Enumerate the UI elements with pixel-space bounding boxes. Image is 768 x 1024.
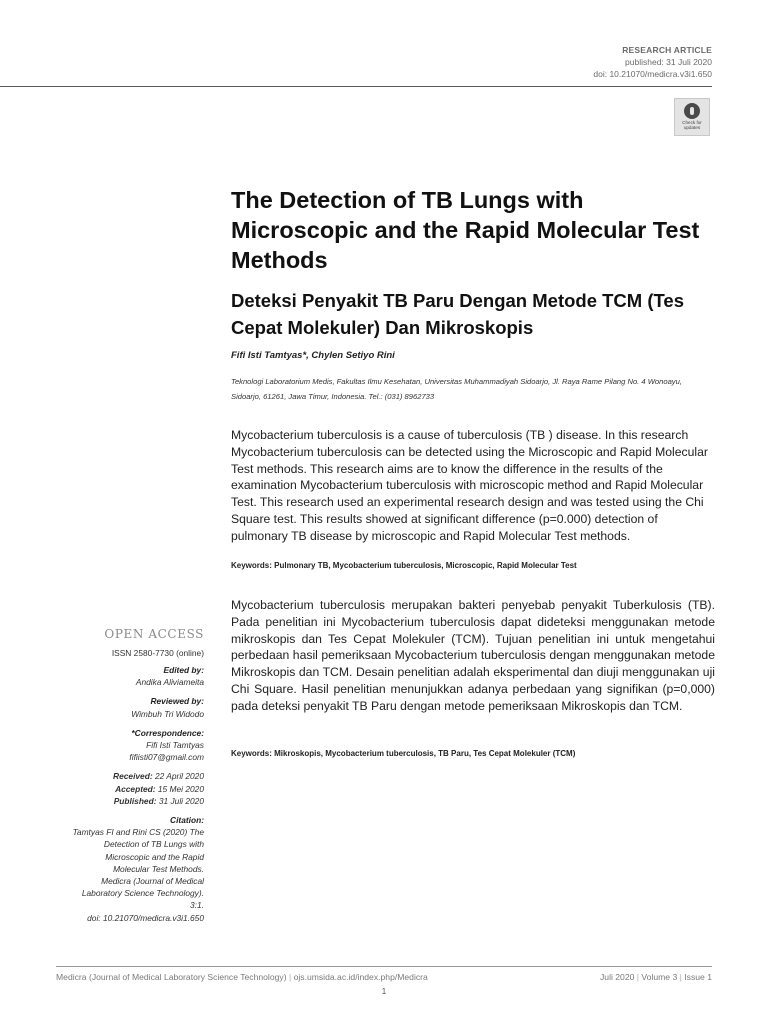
- open-access-label: OPEN ACCESS: [104, 627, 204, 641]
- reviewed-by-label: Reviewed by:: [150, 696, 204, 707]
- correspondence-label: *Correspondence:: [131, 727, 204, 738]
- abstract-english: Mycobacterium tuberculosis is a cause of tuberculosis (TB ) disease. In this research Mycobacterium tuberculosis can be detected using the Microscopic and Rapid Molecular Test methods. This research aims are to know the difference in the results of the examination Mycobacterium tuberculosis with microscopic method and Rapid Molecular Test. This research used an experimental research design and was tested using the Chi Square test. This results showed at significant difference (p=0.000) detection of pulmonary TB disease by microscopic and Rapid Molecular Test methods.: [231, 428, 708, 543]
- article-title-english: The Detection of TB Lungs with Microscopic and the Rapid Molecular Test Methods: [231, 187, 700, 273]
- citation-label: Citation:: [170, 815, 204, 826]
- accepted-label: Accepted:: [115, 783, 156, 794]
- received-date-row: [34, 770, 204, 782]
- citation-line: Microscopic and the Rapid: [105, 851, 204, 862]
- accepted-date-row: [34, 783, 204, 795]
- author-affiliation: Teknologi Laboratorium Medis, Fakultas Ilmu Kesehatan, Universitas Muhammadiyah Sidoarjo, Jl. Raya Rame Pilang No. 4 Wonoayu, Sidoarjo, 61261, Jawa Timur, Indonesia. Tel.: (031) 8962733: [231, 377, 682, 401]
- footer-journal-url[interactable]: ojs.umsida.ac.id/index.php/Medicra: [293, 972, 428, 982]
- footer-date: Juli 2020: [600, 972, 635, 982]
- article-header-meta: [593, 44, 712, 80]
- received-date: 22 April 2020: [154, 771, 204, 782]
- reviewer-name: Wimbuh Tri Widodo: [131, 708, 204, 719]
- edited-by-label: Edited by:: [163, 665, 204, 675]
- badge-label-2: updates: [683, 125, 701, 130]
- abstract-indonesian: Mycobacterium tuberculosis merupakan bakteri penyebab penyakit Tuberkulosis (TB). Pada penelitian ini Mycobacterium tuberculosis dapat dideteksi menggunakan metode mikroskopis dan Tes Cepat Molekuler (TCM). Tujuan penelitian ini untuk mengetahui perbedaan hasil pemeriksaan Mycobacterium tuberculosis dengan menggunakan metode Mikroskopis dan TCM. Desain penelitian adalah eksperimental dan diuji menggunakan uji Chi Square. Hasil penelitian menunjukkan adanya perbedaan yang signifikan (p=0,000) pada deteksi penyakit TB Paru dengan metode pemeriksaan Mikroskopis dan TCM.: [231, 598, 715, 713]
- citation-line: Tamtyas FI and Rini CS (2020) The: [72, 827, 204, 838]
- footer-issue: Issue 1: [684, 972, 712, 982]
- published-label: Published:: [113, 795, 157, 806]
- header-divider: [0, 86, 712, 87]
- correspondence-name: Fifi Isti Tamtyas: [146, 740, 204, 751]
- published-date-sidebar: 31 Juli 2020: [158, 795, 204, 806]
- received-label: Received:: [113, 771, 153, 782]
- header-doi[interactable]: doi: 10.21070/medicra.v3i1.650: [593, 69, 712, 79]
- article-title-indonesian: Deteksi Penyakit TB Paru Dengan Metode TCM (Tes Cepat Molekuler) Dan Mikroskopis: [231, 290, 685, 338]
- accepted-date: 15 Mei 2020: [157, 783, 204, 794]
- citation-doi[interactable]: doi: 10.21070/medicra.v3i1.650: [87, 912, 204, 923]
- check-for-updates-badge[interactable]: [674, 98, 710, 136]
- citation-line: Molecular Test Methods.: [113, 863, 204, 874]
- footer-journal-name: Medicra (Journal of Medical Laboratory Science Technology): [56, 972, 287, 982]
- citation-line: 3:1.: [190, 900, 204, 911]
- keywords-english: Keywords: Pulmonary TB, Mycobacterium tuberculosis, Microscopic, Rapid Molecular Test: [231, 561, 577, 570]
- article-info-sidebar: [34, 664, 204, 924]
- citation-line: Laboratory Science Technology).: [81, 888, 204, 899]
- badge-label-1: Check for: [682, 120, 702, 125]
- footer-issue-info: Juli 2020 | Volume 3 | Issue 1: [600, 972, 712, 982]
- keywords-indonesian: Keywords: Mikroskopis, Mycobacterium tuberculosis, TB Paru, Tes Cepat Molekuler (TCM): [231, 749, 576, 758]
- footer-volume: Volume 3: [641, 972, 678, 982]
- editor-name: Andika Aliviameita: [135, 677, 204, 688]
- published-date-row: [34, 795, 204, 807]
- footer-journal-info: Medicra (Journal of Medical Laboratory Science Technology) | ojs.umsida.ac.id/index.php/Medicra: [56, 972, 428, 982]
- check-for-updates-icon: [684, 103, 700, 119]
- author-list: Fifi Isti Tamtyas*, Chylen Setiyo Rini: [231, 350, 395, 361]
- footer-divider: [56, 966, 712, 967]
- article-type: RESEARCH ARTICLE: [622, 45, 712, 55]
- citation-line: Medicra (Journal of Medical: [101, 876, 204, 887]
- published-date: published: 31 Juli 2020: [625, 57, 712, 67]
- page-number: 1: [381, 987, 387, 996]
- citation-line: Detection of TB Lungs with: [103, 839, 204, 850]
- correspondence-email[interactable]: fifiisti07@gmail.com: [129, 752, 204, 763]
- issn: ISSN 2580-7730 (online): [111, 648, 204, 658]
